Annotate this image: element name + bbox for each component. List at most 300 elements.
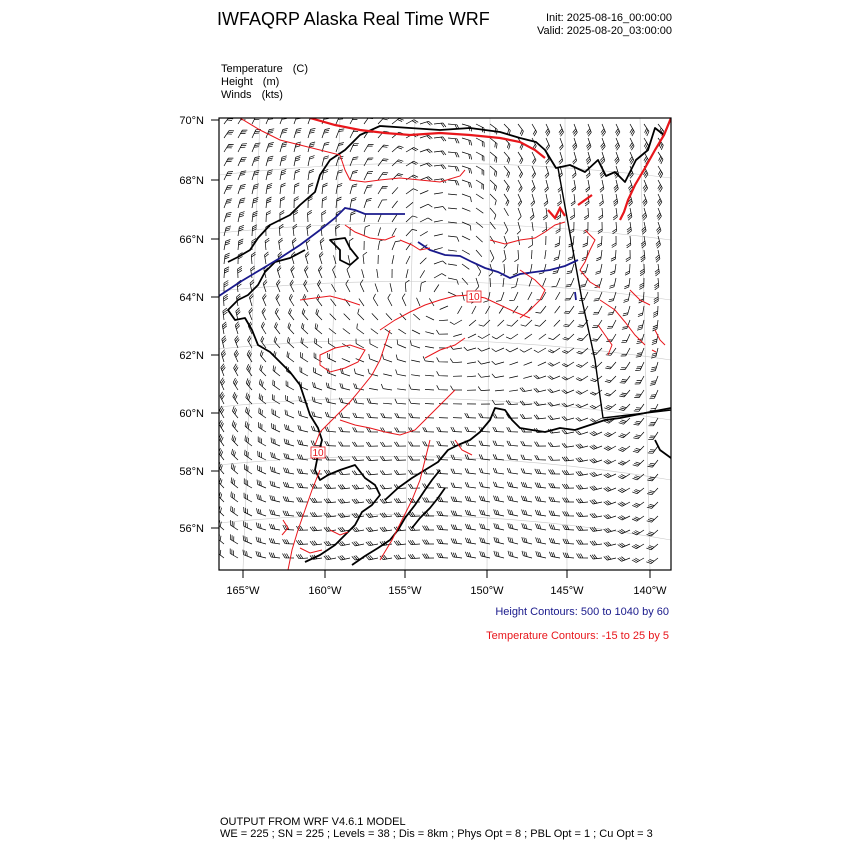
wind-barb (507, 468, 518, 474)
wind-barb (390, 283, 392, 292)
wind-barb (224, 158, 233, 166)
wind-barb (451, 552, 462, 558)
wind-barb (235, 336, 240, 348)
wind-barb (266, 211, 271, 222)
lon-label-145: 145°W (550, 585, 584, 597)
wind-barb (316, 309, 322, 320)
wind-barb (362, 269, 364, 278)
wind-barb (300, 367, 308, 376)
wind-barb (618, 516, 630, 521)
wind-barb (480, 551, 490, 558)
wind-barb (509, 376, 518, 378)
wind-barb (314, 353, 322, 362)
wind-barb (318, 266, 322, 278)
wind-barb (235, 322, 240, 334)
wind-barb (437, 371, 448, 376)
wind-barb (394, 555, 406, 560)
wind-barb (507, 482, 518, 488)
wind-barb (530, 208, 534, 220)
wind-barb (562, 457, 574, 461)
wind-barb (619, 418, 630, 424)
wind-barb (244, 493, 252, 502)
wind-barb (283, 525, 294, 530)
wind-barb (325, 441, 336, 446)
wind-barb (394, 541, 406, 546)
wind-barb (521, 441, 532, 446)
wind-barb (534, 348, 546, 353)
wind-barb (283, 482, 294, 488)
wind-barb (366, 513, 378, 518)
wind-barb (522, 510, 532, 517)
wind-barb (274, 337, 280, 348)
wind-barb (222, 336, 227, 348)
wind-barb (632, 558, 644, 563)
wind-barb (577, 554, 589, 558)
wind-barb (532, 250, 533, 259)
wind-barb (656, 222, 661, 234)
field-unit: (m) (262, 76, 280, 88)
wind-barb (436, 330, 448, 334)
wind-barb (573, 152, 577, 164)
wind-barb (252, 184, 259, 194)
wind-barb (238, 212, 245, 222)
wind-barb (586, 152, 591, 164)
wind-barb (224, 240, 230, 251)
wind-barb (234, 364, 239, 376)
wind-barb (506, 348, 518, 352)
wind-barb (244, 478, 252, 488)
wind-barb (634, 404, 644, 411)
wind-barb (563, 539, 574, 544)
wind-barb (425, 375, 434, 376)
wind-barb (507, 320, 518, 326)
wind-barb (448, 278, 458, 285)
wind-barb (548, 456, 560, 460)
field-unit: (C) (292, 63, 309, 75)
wind-barb (380, 513, 392, 518)
wind-barb (465, 496, 476, 502)
wind-barb (494, 523, 504, 530)
wind-barb (313, 367, 322, 376)
wind-barb (465, 552, 476, 558)
wind-barb (220, 392, 225, 404)
wind-barb (548, 362, 560, 366)
wind-barb (543, 278, 546, 286)
wind-barb (448, 264, 457, 265)
wind-barb (618, 502, 630, 507)
wind-barb (378, 159, 388, 166)
wind-barb (383, 374, 392, 376)
wind-barb (256, 537, 266, 544)
wind-barb (535, 442, 547, 446)
wind-barb (595, 264, 602, 274)
wind-barb (312, 411, 322, 418)
wind-barb (425, 346, 434, 348)
wind-barb (462, 264, 469, 269)
wind-barb (347, 266, 350, 278)
wind-barb (308, 128, 316, 138)
wind-barb (521, 320, 532, 326)
wind-barb (504, 194, 509, 206)
wind-barb (408, 554, 420, 558)
wind-barb (632, 544, 644, 549)
wind-barb (563, 511, 574, 516)
wind-barb (535, 455, 546, 460)
wind-barb (601, 124, 606, 136)
wind-barb (634, 418, 645, 425)
wind-barb (296, 554, 308, 558)
wind-barb (630, 124, 635, 136)
wind-barb (469, 320, 476, 326)
wind-barb (493, 427, 504, 432)
wind-barb (330, 314, 336, 320)
wind-barb (514, 250, 518, 262)
wind-barb (283, 554, 295, 558)
wind-barb (280, 115, 288, 124)
wind-barb (590, 555, 602, 560)
wind-barb (583, 236, 588, 247)
wind-barb (548, 334, 560, 340)
wind-barb (324, 499, 336, 503)
wind-barb (339, 427, 350, 432)
wind-barb (439, 320, 448, 321)
wind-barb (276, 294, 280, 306)
wind-barb (549, 538, 560, 544)
wind-barb (480, 524, 490, 531)
wind-barb (467, 362, 476, 364)
wind-barb (297, 469, 308, 474)
wind-barb (294, 210, 298, 222)
wind-barb (476, 222, 483, 228)
wind-barb (614, 180, 619, 192)
wind-barb (324, 484, 336, 488)
wind-barb (508, 551, 518, 558)
wind-barb (633, 460, 644, 466)
init-time: Init: 2025-08-16_00:00:00 (546, 12, 672, 24)
wind-barb (217, 533, 224, 544)
wind-barb (308, 210, 312, 222)
wind-barb (605, 362, 616, 369)
wind-barb (490, 278, 491, 287)
wind-barb (339, 413, 350, 419)
wind-barb (366, 442, 378, 446)
wind-barb (232, 421, 238, 433)
wind-barb (525, 334, 532, 339)
wind-barb (548, 415, 560, 419)
wind-barb (493, 482, 504, 488)
wind-barb (451, 524, 462, 530)
wind-barb (538, 362, 546, 366)
wind-barb (633, 432, 644, 439)
wind-barb (409, 442, 421, 446)
wind-barb (434, 207, 446, 211)
wind-barb (492, 361, 504, 364)
field-name: Temperature (221, 63, 283, 75)
wind-barb (437, 357, 448, 362)
wind-barb (310, 484, 322, 488)
wind-barb (635, 362, 644, 371)
wind-barb (635, 376, 644, 384)
wind-barb (420, 149, 432, 153)
wind-barb (406, 229, 417, 236)
wind-barb (270, 495, 280, 502)
wind-barb (372, 313, 378, 320)
wind-barb (298, 425, 308, 432)
wind-barb (604, 528, 616, 533)
wind-barb (257, 480, 266, 488)
wind-barb (423, 498, 435, 502)
wind-barb (451, 427, 462, 432)
wind-barb (657, 194, 662, 206)
wind-barb (521, 468, 532, 474)
wind-barb (448, 152, 459, 157)
wind-barb (425, 404, 434, 405)
wind-barb (539, 334, 546, 339)
wind-barb (280, 156, 287, 166)
wind-barb (495, 390, 504, 391)
wind-barb (257, 494, 266, 502)
wind-barb (522, 523, 532, 530)
wind-barb (562, 362, 574, 367)
wind-barb (632, 502, 644, 507)
wind-barb (462, 194, 471, 202)
wind-barb (517, 222, 521, 234)
wind-barb (259, 408, 266, 418)
wind-barb (383, 403, 392, 404)
wind-barb (289, 294, 294, 306)
wind-barb (364, 185, 372, 194)
contour-label-b (311, 447, 325, 459)
wind-barb (434, 151, 446, 155)
wind-barb (653, 320, 659, 331)
wind-barb (352, 485, 364, 490)
wind-barb (648, 460, 659, 467)
wind-barb (332, 284, 337, 292)
wind-barb (275, 308, 280, 320)
wind-barb (409, 413, 420, 418)
wind-barb (392, 201, 398, 208)
wind-barb (608, 292, 616, 302)
wind-barb (576, 540, 588, 544)
wind-barb (573, 124, 578, 136)
wind-barb (336, 129, 344, 138)
wind-barb (490, 124, 497, 134)
wind-barb (366, 456, 378, 460)
wind-barb (480, 537, 490, 544)
wind-barb (465, 468, 476, 474)
model-info-line1: OUTPUT FROM WRF V4.6.1 MODEL (220, 816, 406, 828)
wind-barb (590, 499, 602, 504)
wind-barb (420, 135, 432, 139)
wind-barb (531, 180, 535, 192)
wind-barb (353, 427, 364, 432)
wind-barb (648, 446, 658, 453)
wind-barb (298, 440, 309, 446)
wind-barb (265, 252, 269, 264)
wind-barb (357, 324, 364, 334)
wind-barb (559, 124, 564, 136)
wind-barb (494, 551, 504, 558)
wind-barb (535, 510, 546, 516)
wind-barb (595, 278, 603, 288)
wind-barb (518, 194, 522, 206)
wind-barb (465, 427, 476, 432)
wind-barb (310, 498, 322, 502)
wind-barb (657, 208, 662, 220)
wind-barb (350, 211, 356, 222)
wind-barb (294, 169, 300, 180)
wind-barb (576, 362, 588, 367)
wind-barb (502, 250, 506, 262)
wind-barb (522, 537, 532, 544)
wind-barb (232, 406, 238, 418)
wind-barb (518, 124, 523, 136)
wind-barb (381, 413, 392, 418)
wind-barb (411, 375, 420, 376)
wind-barb (451, 497, 462, 503)
wind-barb (258, 437, 266, 447)
wind-barb (632, 516, 644, 521)
wind-barb (465, 538, 476, 544)
wind-barb (434, 165, 446, 169)
wind-barb (448, 166, 459, 171)
wind-barb (342, 358, 350, 362)
wind-barb (545, 250, 546, 259)
wind-barb (258, 422, 266, 432)
wind-barb (392, 241, 400, 250)
wind-barb (638, 306, 644, 317)
wind-barb (394, 470, 406, 474)
wind-barb (289, 308, 295, 320)
wind-barb (271, 438, 280, 446)
wind-barb (576, 499, 588, 503)
wind-barb (625, 264, 630, 275)
wind-barb (621, 348, 630, 356)
wind-barb (260, 350, 266, 362)
wind-barb (655, 250, 660, 262)
wind-barb (534, 415, 546, 419)
wind-barb (386, 313, 392, 320)
wind-barb (534, 388, 546, 392)
wind-barb (507, 441, 518, 446)
wind-barb (499, 306, 504, 314)
wind-barb (632, 488, 644, 494)
wind-barb (524, 362, 532, 365)
wind-barb (555, 306, 560, 313)
wind-barb (508, 523, 518, 530)
wind-barb (624, 278, 630, 289)
wind-barb (536, 306, 547, 313)
wind-barb (324, 527, 336, 532)
wind-barb (522, 551, 532, 558)
wind-barb (378, 239, 384, 250)
wind-barb (336, 170, 343, 180)
wind-barb (508, 509, 518, 516)
wind-barb (509, 292, 518, 301)
wind-barb (437, 441, 448, 446)
wind-barb (279, 224, 283, 236)
wind-barb (618, 460, 630, 465)
wind-barb (451, 386, 463, 390)
wind-barb (465, 455, 476, 461)
wind-barb (315, 323, 322, 334)
wind-barb (647, 516, 658, 522)
wind-barb (280, 129, 288, 139)
wind-barb (597, 236, 602, 247)
wind-barb (373, 294, 378, 306)
wind-barb (392, 187, 398, 194)
wind-barb (605, 376, 616, 383)
wind-barb (340, 383, 350, 390)
wind-barb (563, 320, 574, 327)
wind-barb (476, 152, 484, 161)
wind-barb (385, 329, 392, 334)
wind-barb (535, 469, 546, 474)
wind-barb (231, 477, 238, 488)
wind-barb (613, 208, 617, 220)
wind-barb (610, 264, 616, 275)
wind-barb (532, 152, 536, 164)
wind-barb (378, 214, 382, 222)
wind-barb (448, 250, 457, 251)
wind-barb (410, 340, 420, 348)
wind-barb (266, 115, 275, 124)
wind-barb (392, 160, 403, 166)
wind-barb (510, 362, 519, 365)
wind-barb (448, 292, 456, 296)
wind-barb (572, 138, 577, 150)
wind-barb (364, 225, 370, 236)
wind-barb (284, 439, 294, 446)
wind-barb (521, 496, 532, 502)
wind-barb (360, 280, 364, 292)
wind-barb (271, 452, 280, 460)
wind-barb (371, 329, 378, 334)
wind-barb (604, 514, 616, 519)
wind-barb (590, 404, 602, 409)
wind-barb (270, 466, 280, 474)
wind-barb (408, 540, 420, 544)
wind-barb (576, 404, 588, 408)
wind-barb (623, 306, 630, 316)
wind-barb (380, 485, 392, 489)
wind-barb (325, 456, 337, 460)
wind-barb (572, 180, 576, 192)
wind-barb (479, 482, 490, 488)
wind-barb (492, 348, 504, 352)
wind-barb (549, 511, 560, 517)
wind-barb (448, 138, 459, 143)
wind-barb (294, 128, 302, 138)
wind-barb (425, 332, 434, 334)
wind-barb (647, 488, 658, 495)
wind-barb (308, 183, 313, 194)
wind-barb (394, 498, 406, 503)
wind-barb (238, 144, 247, 152)
temperature-contour-legend: Temperature Contours: -15 to 25 by 5 (486, 630, 669, 642)
wind-barb (434, 123, 446, 127)
wind-barb (350, 171, 358, 181)
wind-barb (221, 350, 226, 362)
wind-barb (256, 523, 266, 531)
wind-barb (594, 292, 602, 301)
wind-barb (405, 280, 409, 292)
wind-barb (649, 418, 659, 426)
wind-barb (230, 549, 238, 559)
wind-barb (511, 278, 518, 288)
wind-barb (654, 278, 659, 290)
wind-barb (317, 280, 322, 292)
